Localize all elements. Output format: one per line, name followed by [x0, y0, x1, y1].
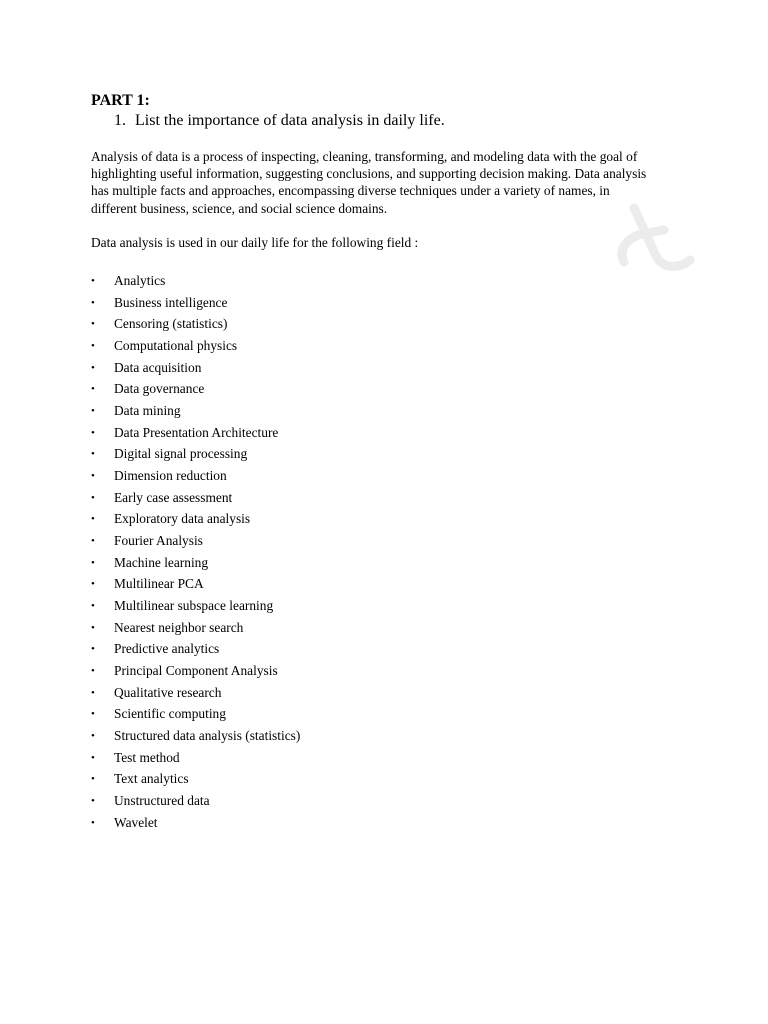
- list-item: [91, 640, 300, 662]
- bullet-icon: •: [91, 730, 95, 743]
- paragraph-line: Analysis of data is a process of inspecting, cleaning, transforming, and modeling data with the goal of: [91, 149, 638, 164]
- list-item-text: Business intelligence: [114, 294, 228, 310]
- bullet-icon: •: [91, 470, 95, 483]
- list-item-text: Data mining: [114, 403, 181, 419]
- list-item: [91, 705, 300, 727]
- list-item: [91, 380, 300, 402]
- bullet-icon: •: [91, 686, 95, 699]
- list-item: [91, 749, 300, 771]
- question-text: List the importance of data analysis in daily life.: [135, 112, 445, 129]
- list-item: [91, 489, 300, 511]
- list-item-text: Scientific computing: [114, 706, 226, 722]
- bullet-icon: •: [91, 643, 95, 656]
- list-item-text: Multilinear subspace learning: [114, 598, 274, 614]
- list-item-text: Data governance: [114, 381, 205, 397]
- list-item: [91, 554, 300, 576]
- list-item-text: Censoring (statistics): [114, 316, 228, 332]
- list-item: [91, 445, 300, 467]
- list-item: [91, 727, 300, 749]
- bullet-icon: •: [91, 275, 95, 287]
- bullet-icon: •: [91, 751, 95, 764]
- list-item-text: Machine learning: [114, 554, 209, 570]
- list-item: [91, 467, 300, 489]
- paragraph-line: different business, science, and social science domains.: [91, 200, 388, 216]
- list-intro: Data analysis is used in our daily life for the following field :: [91, 235, 419, 250]
- paragraph-line: highlighting useful information, suggesting conclusions, and supporting decision making. Data analysis: [91, 166, 647, 182]
- list-item: [91, 575, 300, 597]
- list-item-text: Unstructured data: [114, 793, 210, 809]
- list-item: [91, 597, 300, 619]
- list-item: [91, 532, 300, 554]
- bullet-icon: •: [91, 296, 95, 309]
- list-item: [91, 424, 300, 446]
- list-item-text: Qualitative research: [114, 684, 222, 700]
- list-item-text: Data Presentation Architecture: [114, 424, 279, 440]
- list-item: [91, 662, 300, 684]
- list-item: [91, 294, 300, 316]
- list-item-text: Digital signal processing: [114, 446, 248, 462]
- bullet-icon: •: [91, 665, 95, 678]
- bullet-icon: •: [91, 361, 95, 374]
- list-item-text: Computational physics: [114, 338, 238, 354]
- list-item-text: Exploratory data analysis: [114, 511, 251, 527]
- list-item: [91, 510, 300, 532]
- list-item-text: Data acquisition: [114, 359, 202, 375]
- bullet-icon: •: [91, 816, 95, 829]
- list-item-text: Multilinear PCA: [114, 576, 204, 592]
- list-item-text: Nearest neighbor search: [114, 619, 244, 635]
- question-item: [114, 111, 445, 131]
- bullet-icon: •: [91, 556, 95, 569]
- list-item-text: Wavelet: [114, 814, 158, 830]
- field-list: [91, 272, 300, 835]
- list-item: [91, 619, 300, 641]
- bullet-icon: •: [91, 448, 95, 461]
- list-item: [91, 315, 300, 337]
- bullet-icon: •: [91, 708, 95, 721]
- list-item-text: Text analytics: [114, 771, 189, 787]
- bullet-icon: •: [91, 600, 95, 613]
- list-item: [91, 814, 300, 836]
- list-item-text: Structured data analysis (statistics): [114, 728, 301, 744]
- bullet-icon: •: [91, 491, 95, 504]
- bullet-icon: •: [91, 318, 95, 331]
- bullet-icon: •: [91, 621, 95, 634]
- list-item: [91, 359, 300, 381]
- part-heading: PART 1:: [91, 92, 150, 109]
- list-item-text: Fourier Analysis: [114, 533, 203, 549]
- bullet-icon: •: [91, 578, 95, 591]
- list-item-text: Predictive analytics: [114, 641, 220, 657]
- bullet-icon: •: [91, 535, 95, 548]
- list-item: [91, 337, 300, 359]
- description-paragraph: [91, 148, 721, 217]
- question-number: 1.: [114, 112, 126, 129]
- list-item: [91, 770, 300, 792]
- bullet-icon: •: [91, 405, 95, 418]
- bullet-icon: •: [91, 795, 95, 808]
- list-item: [91, 272, 300, 294]
- bullet-icon: •: [91, 773, 95, 786]
- list-item-text: Analytics: [114, 273, 166, 288]
- bullet-icon: •: [91, 426, 95, 439]
- bullet-icon: •: [91, 340, 95, 353]
- list-item: [91, 792, 300, 814]
- bullet-icon: •: [91, 383, 95, 396]
- list-item: [91, 684, 300, 706]
- list-item-text: Principal Component Analysis: [114, 663, 278, 679]
- list-item-text: Dimension reduction: [114, 468, 227, 484]
- paragraph-line: has multiple facts and approaches, encompassing diverse techniques under a variety of names, in: [91, 183, 610, 199]
- list-item-text: Test method: [114, 749, 180, 765]
- bullet-icon: •: [91, 513, 95, 526]
- list-item: [91, 402, 300, 424]
- list-item-text: Early case assessment: [114, 489, 233, 505]
